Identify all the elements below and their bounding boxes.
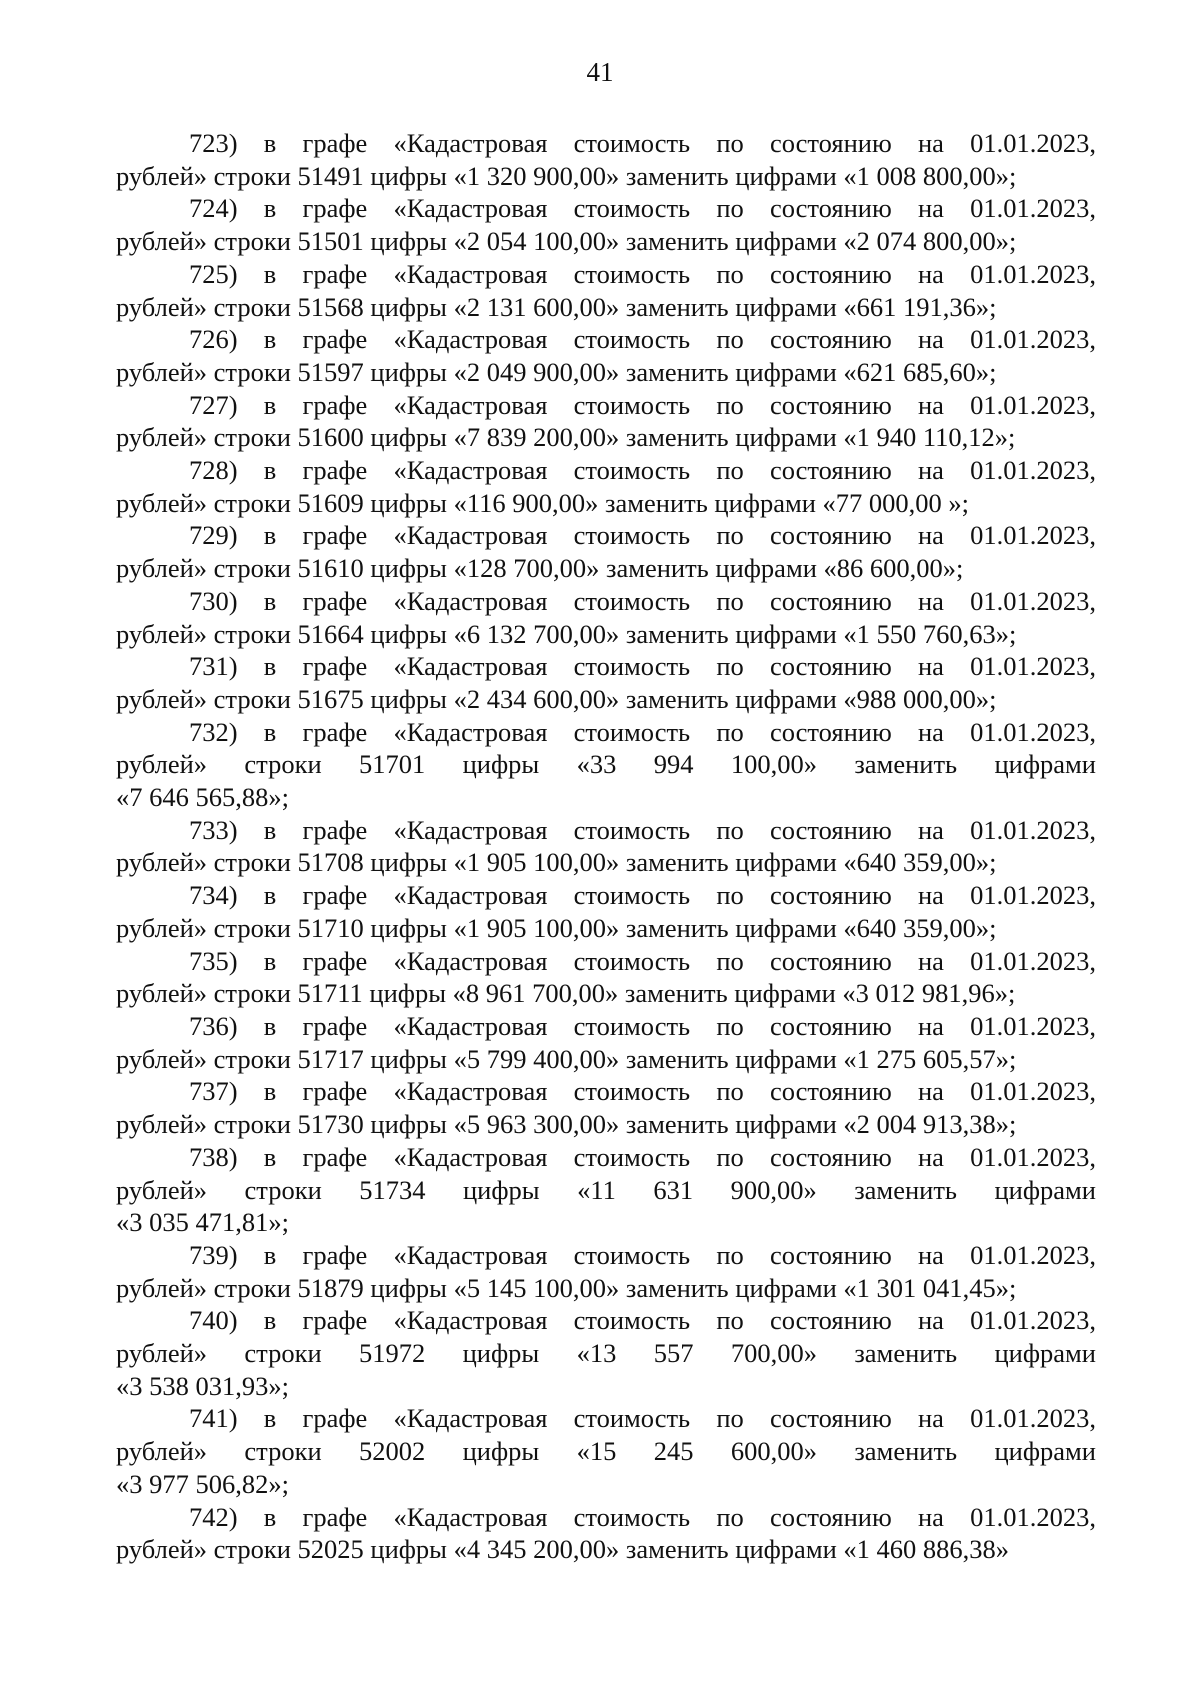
amendment-item-first-line: 733) в графе «Кадастровая стоимость по состоянию на 01.01.2023, bbox=[189, 814, 1096, 845]
amendment-item bbox=[116, 1141, 1096, 1239]
amendment-item-first-line: 730) в графе «Кадастровая стоимость по состоянию на 01.01.2023, bbox=[189, 585, 1096, 616]
amendment-item-first-line: 727) в графе «Кадастровая стоимость по состоянию на 01.01.2023, bbox=[189, 389, 1096, 420]
amendment-item bbox=[116, 814, 1096, 879]
amendment-item bbox=[116, 1075, 1096, 1140]
amendment-item-first-line: 735) в графе «Кадастровая стоимость по состоянию на 01.01.2023, bbox=[189, 945, 1096, 976]
amendment-item-first-line: 739) в графе «Кадастровая стоимость по состоянию на 01.01.2023, bbox=[189, 1239, 1096, 1270]
amendment-item-first-line: 724) в графе «Кадастровая стоимость по состоянию на 01.01.2023, bbox=[189, 193, 1096, 224]
amendment-item-first-line: 738) в графе «Кадастровая стоимость по состоянию на 01.01.2023, bbox=[189, 1141, 1096, 1172]
amendment-item bbox=[116, 127, 1096, 192]
amendment-item bbox=[116, 1304, 1096, 1402]
amendment-item bbox=[116, 879, 1096, 944]
amendment-item-first-line: 723) в графе «Кадастровая стоимость по состоянию на 01.01.2023, bbox=[189, 128, 1096, 158]
amendment-item-second-line: рублей» строки 51734 цифры «11 631 900,00» заменить цифрами bbox=[116, 1174, 1096, 1205]
amendment-item-first-line: 736) в графе «Кадастровая стоимость по состоянию на 01.01.2023, bbox=[189, 1010, 1096, 1041]
amendment-item-second-line: рублей» строки 52025 цифры «4 345 200,00» заменить цифрами «1 460 886,38» bbox=[116, 1534, 1010, 1565]
amendment-item bbox=[116, 1010, 1096, 1075]
amendment-item bbox=[116, 389, 1096, 454]
amendment-item-first-line: 725) в графе «Кадастровая стоимость по состоянию на 01.01.2023, bbox=[189, 258, 1096, 289]
amendment-item-first-line: 742) в графе «Кадастровая стоимость по состоянию на 01.01.2023, bbox=[189, 1501, 1096, 1532]
amendment-item-first-line: 726) в графе «Кадастровая стоимость по состоянию на 01.01.2023, bbox=[189, 324, 1096, 355]
amendment-item-third-line: «7 646 565,88»; bbox=[116, 782, 289, 813]
amendment-item-second-line: рублей» строки 51879 цифры «5 145 100,00» заменить цифрами «1 301 041,45»; bbox=[116, 1272, 1017, 1303]
amendment-item-first-line: 740) в графе «Кадастровая стоимость по состоянию на 01.01.2023, bbox=[189, 1305, 1096, 1336]
amendment-item bbox=[116, 716, 1096, 814]
amendment-item-second-line: рублей» строки 51600 цифры «7 839 200,00» заменить цифрами «1 940 110,12»; bbox=[116, 422, 1016, 453]
amendment-item-second-line: рублей» строки 51501 цифры «2 054 100,00» заменить цифрами «2 074 800,00»; bbox=[116, 226, 1017, 257]
amendment-item-second-line: рублей» строки 51664 цифры «6 132 700,00» заменить цифрами «1 550 760,63»; bbox=[116, 618, 1017, 649]
amendment-item-first-line: 732) в графе «Кадастровая стоимость по состоянию на 01.01.2023, bbox=[189, 716, 1096, 747]
amendment-item-first-line: 729) в графе «Кадастровая стоимость по состоянию на 01.01.2023, bbox=[189, 520, 1096, 551]
amendment-item bbox=[116, 258, 1096, 323]
amendment-item bbox=[116, 519, 1096, 584]
amendment-item bbox=[116, 1501, 1096, 1566]
amendment-item-second-line: рублей» строки 51717 цифры «5 799 400,00» заменить цифрами «1 275 605,57»; bbox=[116, 1043, 1017, 1074]
amendment-item-second-line: рублей» строки 51701 цифры «33 994 100,00» заменить цифрами bbox=[116, 749, 1096, 780]
amendment-item-second-line: рублей» строки 51710 цифры «1 905 100,00» заменить цифрами «640 359,00»; bbox=[116, 912, 997, 943]
amendment-item-second-line: рублей» строки 51568 цифры «2 131 600,00» заменить цифрами «661 191,36»; bbox=[116, 291, 997, 322]
amendment-item bbox=[116, 945, 1096, 1010]
amendment-item-third-line: «3 977 506,82»; bbox=[116, 1468, 289, 1499]
amendment-item bbox=[116, 650, 1096, 715]
amendment-item bbox=[116, 323, 1096, 388]
amendment-item bbox=[116, 454, 1096, 519]
amendment-item-second-line: рублей» строки 51609 цифры «116 900,00» заменить цифрами «77 000,00 »; bbox=[116, 487, 970, 518]
amendment-item-first-line: 728) в графе «Кадастровая стоимость по состоянию на 01.01.2023, bbox=[189, 455, 1096, 486]
amendment-item-first-line: 737) в графе «Кадастровая стоимость по состоянию на 01.01.2023, bbox=[189, 1076, 1096, 1107]
amendment-item-second-line: рублей» строки 51972 цифры «13 557 700,00» заменить цифрами bbox=[116, 1338, 1096, 1369]
amendment-item bbox=[116, 1239, 1096, 1304]
amendment-item-second-line: рублей» строки 52002 цифры «15 245 600,00» заменить цифрами bbox=[116, 1436, 1096, 1467]
page-number: 41 bbox=[586, 57, 614, 87]
document-body bbox=[116, 127, 1096, 1566]
amendment-item bbox=[116, 192, 1096, 257]
amendment-item-second-line: рублей» строки 51491 цифры «1 320 900,00» заменить цифрами «1 008 800,00»; bbox=[116, 160, 1017, 191]
amendment-item-first-line: 731) в графе «Кадастровая стоимость по состоянию на 01.01.2023, bbox=[189, 651, 1096, 682]
amendment-item bbox=[116, 585, 1096, 650]
amendment-item-second-line: рублей» строки 51730 цифры «5 963 300,00» заменить цифрами «2 004 913,38»; bbox=[116, 1109, 1017, 1140]
amendment-item bbox=[116, 1402, 1096, 1500]
amendment-item-second-line: рублей» строки 51711 цифры «8 961 700,00» заменить цифрами «3 012 981,96»; bbox=[116, 978, 1016, 1009]
amendment-item-second-line: рублей» строки 51597 цифры «2 049 900,00» заменить цифрами «621 685,60»; bbox=[116, 356, 997, 387]
amendment-item-third-line: «3 035 471,81»; bbox=[116, 1207, 289, 1238]
amendment-item-second-line: рублей» строки 51675 цифры «2 434 600,00» заменить цифрами «988 000,00»; bbox=[116, 683, 997, 714]
amendment-item-first-line: 741) в графе «Кадастровая стоимость по состоянию на 01.01.2023, bbox=[189, 1403, 1096, 1434]
amendment-item-first-line: 734) в графе «Кадастровая стоимость по состоянию на 01.01.2023, bbox=[189, 880, 1096, 911]
amendment-item-second-line: рублей» строки 51610 цифры «128 700,00» заменить цифрами «86 600,00»; bbox=[116, 553, 964, 584]
amendment-item-second-line: рублей» строки 51708 цифры «1 905 100,00» заменить цифрами «640 359,00»; bbox=[116, 847, 997, 878]
amendment-item-third-line: «3 538 031,93»; bbox=[116, 1370, 289, 1401]
